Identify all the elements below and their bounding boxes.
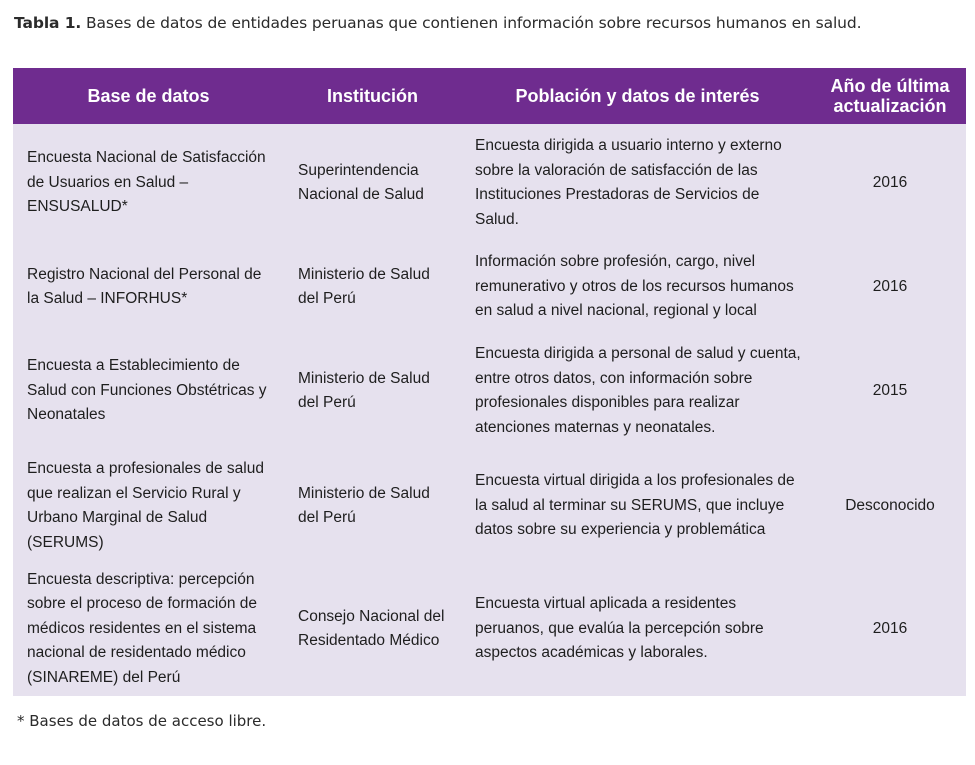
table-row (13, 562, 966, 696)
cell-year: 2016 (814, 124, 966, 242)
cell-database: Encuesta a profesionales de salud que realizan el Servicio Rural y Urbano Marginal de Salud (SERUMS) (13, 450, 284, 562)
table-row (13, 124, 966, 242)
cell-database: Encuesta descriptiva: percepción sobre el proceso de formación de médicos residentes en el sistema nacional de residentado médico (SINAREME) del Perú (13, 562, 284, 696)
cell-population: Encuesta dirigida a personal de salud y cuenta, entre otros datos, con información sobre profesionales disponibles para realizar atenciones maternas y neonatales. (461, 332, 814, 450)
table-row (13, 450, 966, 562)
databases-table (13, 68, 966, 696)
cell-institution: Ministerio de Salud del Perú (284, 450, 461, 562)
cell-institution: Consejo Nacional del Residentado Médico (284, 562, 461, 696)
header-database: Base de datos (13, 68, 284, 124)
cell-institution: Ministerio de Salud del Perú (284, 242, 461, 332)
caption-text: Bases de datos de entidades peruanas que contienen información sobre recursos humanos en salud. (86, 14, 862, 32)
cell-population: Encuesta virtual aplicada a residentes peruanos, que evalúa la percepción sobre aspectos académicas y laborales. (461, 562, 814, 696)
cell-year: 2016 (814, 562, 966, 696)
table-body (13, 124, 966, 696)
cell-database: Registro Nacional del Personal de la Salud – INFORHUS* (13, 242, 284, 332)
cell-population: Encuesta virtual dirigida a los profesionales de la salud al terminar su SERUMS, que incluye datos sobre su experiencia y problemática (461, 450, 814, 562)
table-row (13, 332, 966, 450)
cell-database: Encuesta a Establecimiento de Salud con Funciones Obstétricas y Neonatales (13, 332, 284, 450)
header-institution: Institución (284, 68, 461, 124)
table-row (13, 242, 966, 332)
cell-database: Encuesta Nacional de Satisfacción de Usuarios en Salud – ENSUSALUD* (13, 124, 284, 242)
header-year: Año de última actualización (814, 68, 966, 124)
table-header (13, 68, 966, 124)
cell-institution: Superintendencia Nacional de Salud (284, 124, 461, 242)
cell-institution: Ministerio de Salud del Perú (284, 332, 461, 450)
cell-population: Información sobre profesión, cargo, nivel remunerativo y otros de los recursos humanos en salud a nivel nacional, regional y local (461, 242, 814, 332)
data-table-container (13, 68, 966, 696)
caption-label: Tabla 1. (14, 14, 82, 32)
header-population: Población y datos de interés (461, 68, 814, 124)
cell-year: 2015 (814, 332, 966, 450)
table-caption (14, 14, 861, 32)
cell-year: 2016 (814, 242, 966, 332)
cell-population: Encuesta dirigida a usuario interno y externo sobre la valoración de satisfacción de las Instituciones Prestadoras de Servicios de Salud. (461, 124, 814, 242)
header-row (13, 68, 966, 124)
table-footnote: * Bases de datos de acceso libre. (17, 712, 267, 730)
cell-year: Desconocido (814, 450, 966, 562)
